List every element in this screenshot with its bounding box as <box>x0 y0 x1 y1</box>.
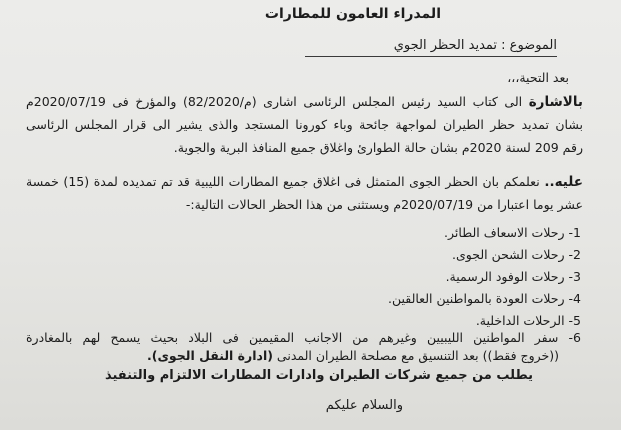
exception-item-6-emphasis: (ادارة النقل الجوى). <box>146 348 273 363</box>
exception-item-6-line-2 <box>147 348 559 364</box>
paragraph-1-line-1 <box>26 94 583 110</box>
greeting: بعد التحية،،، <box>507 70 569 85</box>
subject-line: الموضوع : تمديد الحظر الجوي <box>393 38 557 53</box>
exception-item-4: 4- رحلات العودة بالمواطنين العالقين. <box>387 291 581 306</box>
paragraph-2-line-1-text: نعلمكم بان الحظر الجوى المتمثل فى اغلاق جميع المطارات الليبية قد تم تمديده لمدة (15) خمسة <box>26 174 540 189</box>
paragraph-1-line-1-text: الى كتاب السيد رئيس المجلس الرئاسى اشارى (م/82/2020) والمؤرخ فى 2020/07/19م <box>26 94 523 109</box>
exception-item-1: 1- رحلات الاسعاف الطائر. <box>444 225 581 240</box>
paragraph-1-line-2: بشان تمديد حظر الطيران لمواجهة جائحة وباء كورونا المستجد والذى يشير الى قرار المجلس الرئاسى <box>26 117 583 132</box>
document-heading: المدراء العامون للمطارات <box>264 6 441 22</box>
sign-off: والسلام عليكم <box>325 398 403 413</box>
paragraph-1-lead: بالاشارة <box>528 94 583 110</box>
paragraph-2-line-1 <box>26 174 583 190</box>
closing-instruction: يطلب من جميع شركات الطيران وادارات المطارات الالتزام والتنفيذ <box>104 368 533 383</box>
exception-item-6-line-1: 6- سفر المواطنين الليبيين وغيرهم من الاجانب المقيمين فى البلاد بحيث يسمح لهم بالمغادرة <box>26 330 581 345</box>
exception-item-3: 3- رحلات الوفود الرسمية. <box>445 269 581 284</box>
exception-item-5: 5- الرحلات الداخلية. <box>475 313 581 328</box>
exception-item-6-line-2-text: ((خروج فقط)) بعد التنسيق مع مصلحة الطيران المدنى <box>276 348 559 363</box>
paragraph-2-line-2: عشر يوما اعتبارا من 2020/07/19م ويستثنى من هذا الحظر الحالات التالية:- <box>185 197 583 212</box>
paragraph-1-line-3: رقم 209 لسنة 2020م بشان حالة الطوارئ واغلاق جميع المنافذ البرية والجوية. <box>173 140 583 155</box>
paragraph-2-lead: عليه.. <box>544 174 583 190</box>
exception-item-2: 2- رحلات الشحن الجوى. <box>452 247 581 262</box>
subject-underline <box>305 56 557 57</box>
